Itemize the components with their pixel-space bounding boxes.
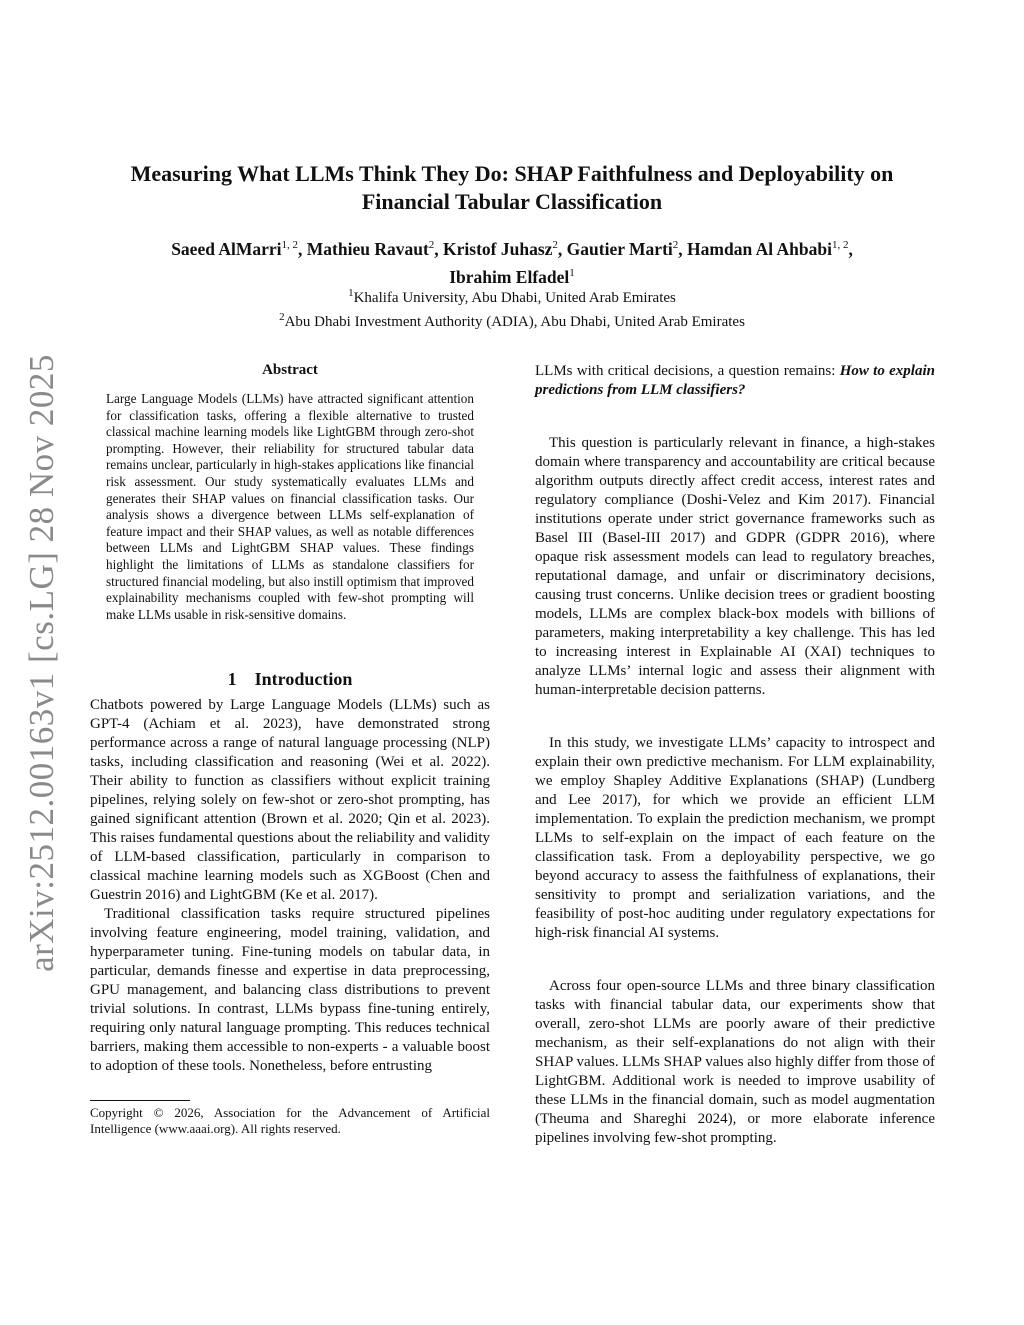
left-column bbox=[90, 362, 490, 1137]
affiliation-2 bbox=[90, 308, 934, 332]
title-line-2: Financial Tabular Classification bbox=[361, 189, 663, 214]
title-line-1: Measuring What LLMs Think They Do: SHAP Faithfulness and Deployability on bbox=[130, 161, 894, 186]
intro-paragraph-6: Across four open-source LLMs and three binary classification tasks with financial tabular data, our experiments show that overall, zero-shot LLMs are poorly aware of their predictive mechanism, as their self-explanations do not align with their SHAP values. LLMs SHAP values also highly differ from those of LightGBM. Additional work is needed to improve usability of these LLMs in the financial domain, such as model augmentation (Theuma and Shareghi 2024), or more elaborate inference pipelines involving few-shot prompting. bbox=[535, 978, 935, 1146]
author-list bbox=[90, 233, 934, 289]
arxiv-identifier bbox=[20, 354, 64, 972]
affiliation-text: Khalifa University, Abu Dhabi, United Arab Emirates bbox=[353, 290, 676, 306]
footnote-rule bbox=[90, 1100, 190, 1101]
author-name: Hamdan Al Ahbabi bbox=[687, 238, 832, 259]
author-name: Mathieu Ravaut bbox=[306, 238, 429, 259]
intro-paragraph-2: Traditional classification tasks require structured pipelines involving feature engineering, model training, validation, and hyperparameter tuning. Fine-tuning models on tabular data, in particular, demands finesse and expertise in data preprocessing, GPU management, and balancing class distributions to prevent trivial solutions. In contrast, LLMs bypass fine-tuning entirely, requiring only natural language prompting. This reduces technical barriers, making them accessible to non-experts - a valuable boost to adoption of these tools. Nonetheless, before entrusting bbox=[90, 906, 490, 1075]
abstract-body: Large Language Models (LLMs) have attracted significant attention for classification tasks, offering a flexible alternative to trusted classical machine learning models like LightGBM through zero-shot prompting. However, their reliability for structured tabular data remains unclear, particularly in high-stakes applications like financial risk assessment. Our study systematically evaluates LLMs and generates their SHAP values on financial classification tasks. Our analysis shows a divergence between LLMs self-explanation of feature impact and their SHAP values, as well as notable differences between LLMs and LightGBM SHAP values. These findings highlight the limitations of LLMs as standalone classifiers for structured financial modeling, but also instill optimism that improved explainability mechanisms coupled with few-shot prompting will make LLMs usable in risk-sensitive domains. bbox=[106, 391, 474, 622]
intro-paragraph-3 bbox=[535, 362, 935, 400]
author-name: Saeed AlMarri bbox=[171, 238, 282, 259]
affiliation-text: Abu Dhabi Investment Authority (ADIA), Abu Dhabi, United Arab Emirates bbox=[284, 314, 745, 330]
author-affil-marker: 1, 2 bbox=[281, 239, 299, 251]
affiliations bbox=[90, 284, 934, 332]
arxiv-identifier-text: arXiv:2512.00163v1 [cs.LG] 28 Nov 2025 bbox=[22, 354, 61, 972]
author-affil-marker: 1, 2 bbox=[831, 239, 849, 251]
copyright-footnote: Copyright © 2026, Association for the Advancement of Artificial Intelligence (www.aaai.org). All rights reserved. bbox=[90, 1105, 490, 1137]
affiliation-1 bbox=[90, 284, 934, 308]
author-name: Gautier Marti bbox=[566, 238, 673, 259]
section-heading-introduction: 1 Introduction bbox=[227, 669, 353, 690]
affiliation-marker: 1 bbox=[348, 287, 354, 299]
research-question: How to explain predictions from LLM classifiers? bbox=[535, 363, 935, 398]
author-affil-marker: 1 bbox=[569, 266, 575, 279]
abstract-heading: Abstract bbox=[262, 362, 318, 378]
author-affil-marker: 2 bbox=[428, 239, 435, 251]
author-affil-marker: 2 bbox=[672, 239, 679, 251]
affiliation-marker: 2 bbox=[279, 311, 285, 323]
author-line-1: Saeed AlMarri$^{1, 2}$, Mathieu Ravaut$^2$, Kristof Juhasz$^2$, Gautier Marti$^2$, Hamdan Al Ahbabi$^{1, 2}$, bbox=[171, 238, 853, 259]
author-name: Ibrahim Elfadel bbox=[449, 266, 570, 287]
author-name: Kristof Juhasz bbox=[443, 238, 553, 259]
intro-paragraph-5: In this study, we investigate LLMs’ capacity to introspect and explain their own predictive mechanism. For LLM explainability, we employ Shapley Additive Explanations (SHAP) (Lundberg and Lee 2017), for which we provide an efficient LLM implementation. To explain the prediction mechanism, we prompt LLMs to self-explain on the impact of each feature on the classification task. From a deployability perspective, we go beyond accuracy to assess the faithfulness of explanations, their sensitivity to prompt and serialization variations, and the feasibility of post-hoc auditing under regulatory expectations for high-risk financial AI systems. bbox=[535, 735, 935, 941]
paper-title bbox=[70, 160, 954, 216]
paragraph-text: LLMs with critical decisions, a question remains: bbox=[535, 363, 840, 379]
intro-paragraph-1: Chatbots powered by Large Language Models (LLMs) such as GPT-4 (Achiam et al. 2023), have demonstrated strong performance across a range of natural language processing (NLP) tasks, including classification and reasoning (Wei et al. 2022). Their ability to function as classifiers without explicit training pipelines, relying solely on few-shot or zero-shot prompting, has gained significant attention (Brown et al. 2020; Qin et al. 2023). This raises fundamental questions about the reliability and validity of LLM-based classification, particularly in comparison to classical machine learning models such as XGBoost (Chen and Guestrin 2016) and LightGBM (Ke et al. 2017). bbox=[90, 697, 490, 904]
right-column bbox=[535, 362, 935, 1148]
author-affil-marker: 2 bbox=[552, 239, 558, 251]
intro-paragraph-4: This question is particularly relevant in finance, a high-stakes domain where transparency and accountability are critical because algorithm outputs directly affect credit access, interest rates and regulatory compliance (Doshi-Velez and Kim 2017). Financial institutions operate under strict governance frameworks such as Basel III (Basel-III 2017) and GDPR (GDPR 2016), where opaque risk assessment models can lead to regulatory breaches, reputational damage, and unfair or discriminatory decisions, causing trust concerns. Unlike decision trees or gradient boosting models, LLMs are complex black-box models with billions of parameters, making interpretability a key challenge. This has led to increasing interest in Explainable AI (XAI) techniques to analyze LLMs’ internal logic and assess their alignment with human-interpretable decision patterns. bbox=[535, 435, 935, 698]
